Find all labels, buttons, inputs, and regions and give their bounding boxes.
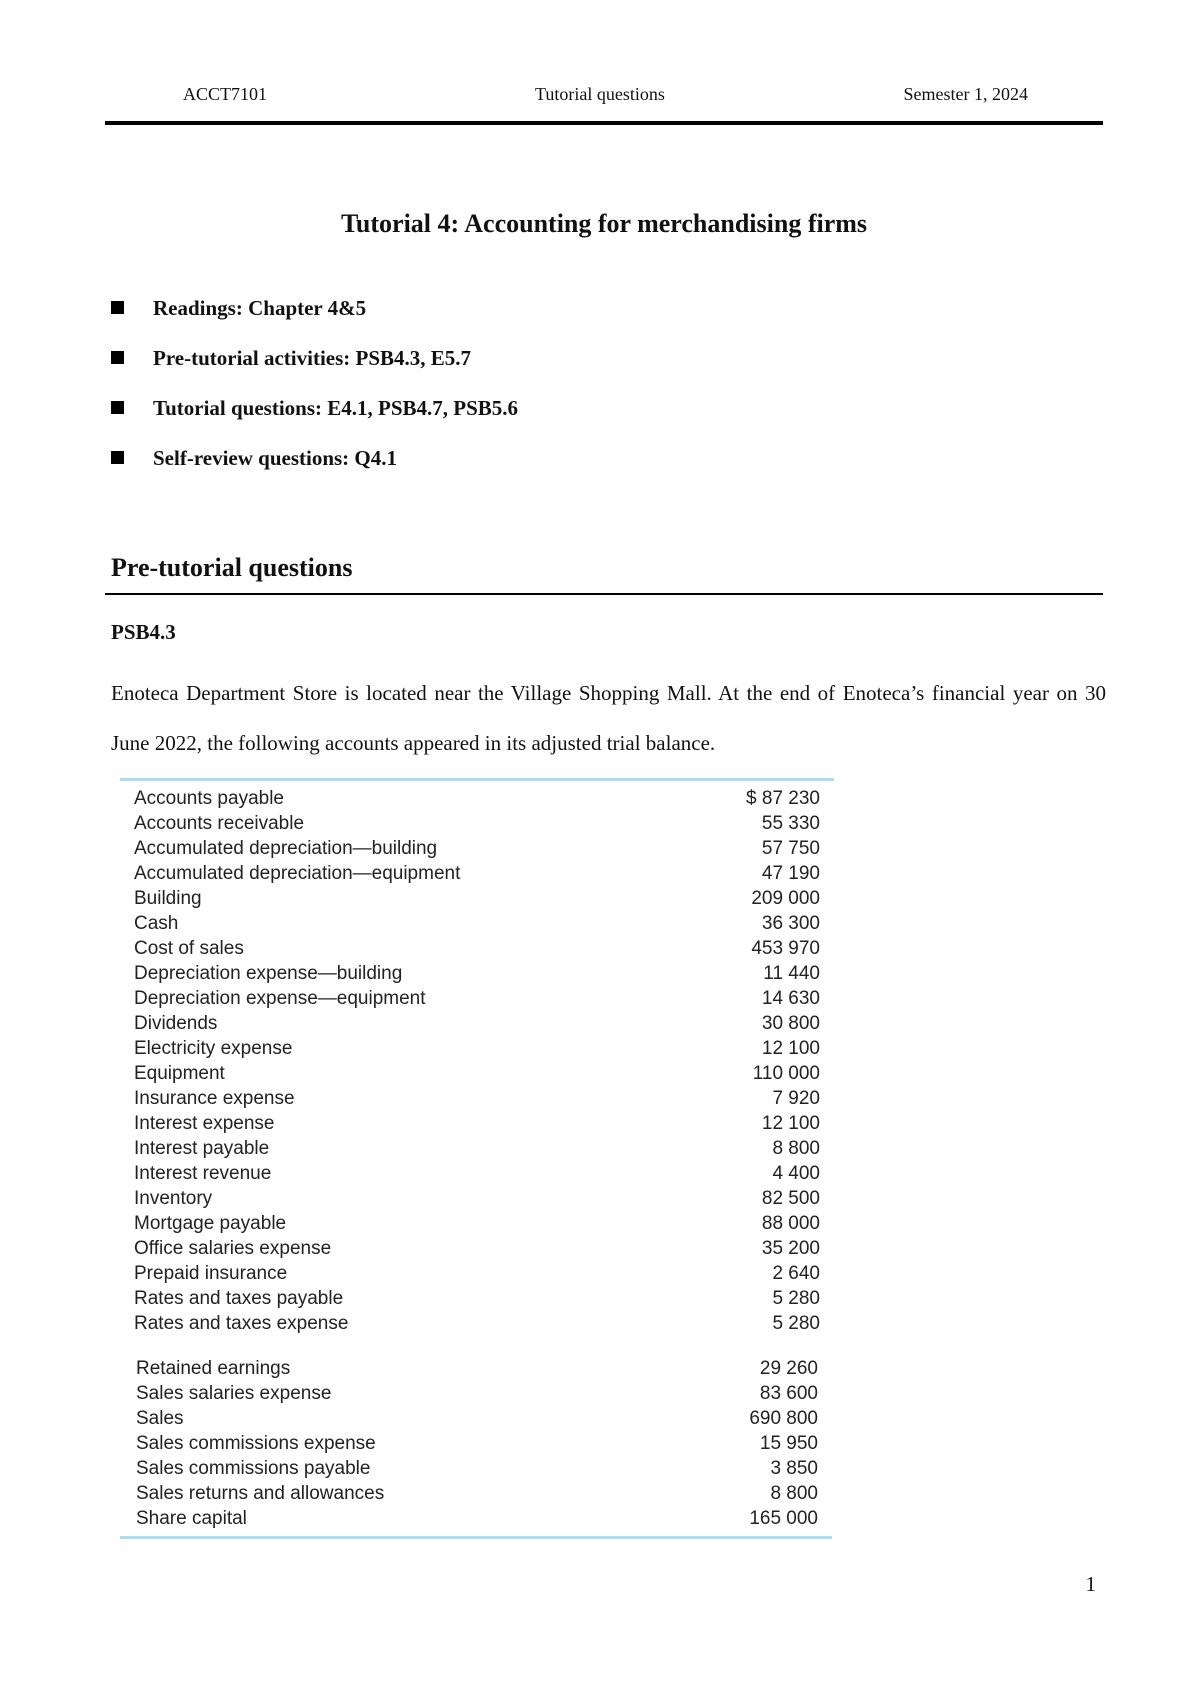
account-amount: 12 100 [761,1113,820,1134]
table-row [134,936,820,961]
account-name: Cash [134,913,179,934]
square-bullet-icon [111,351,124,364]
account-amount: 7 920 [772,1088,820,1109]
account-name: Electricity expense [134,1038,293,1059]
account-name: Dividends [134,1013,218,1034]
account-name: Prepaid insurance [134,1263,288,1284]
account-amount: 4 400 [772,1163,820,1184]
account-amount: 8 800 [770,1483,818,1504]
table-row [134,886,820,911]
table-row [134,961,820,986]
table-row [136,1381,818,1406]
table-row [134,1211,820,1236]
page-header [105,84,1103,108]
account-name: Depreciation expense—building [134,963,403,984]
account-amount: 88 000 [761,1213,820,1234]
table-row [134,1011,820,1036]
table-row [134,986,820,1011]
account-name: Office salaries expense [134,1238,332,1259]
account-amount: 5 280 [772,1313,820,1334]
account-name: Accounts payable [134,788,284,809]
account-name: Accounts receivable [134,813,305,834]
account-name: Share capital [136,1508,247,1529]
question-label: PSB4.3 [111,620,176,644]
account-name: Sales salaries expense [136,1383,332,1404]
account-name: Accumulated depreciation—equipment [134,863,461,884]
account-name: Equipment [134,1063,225,1084]
table-row [134,1061,820,1086]
account-amount: 209 000 [751,888,820,909]
account-name: Insurance expense [134,1088,295,1109]
table-row [134,1286,820,1311]
account-amount: 35 200 [761,1238,820,1259]
table-row [134,1036,820,1061]
table-row [134,1086,820,1111]
account-name: Sales [136,1408,184,1429]
account-name: Sales commissions expense [136,1433,376,1454]
account-name: Mortgage payable [134,1213,287,1234]
section-divider [105,593,1103,595]
page-number: 1 [1085,1572,1096,1596]
square-bullet-icon [111,401,124,414]
table-bottom-rule [120,1536,832,1539]
account-amount: 30 800 [761,1013,820,1034]
table-row [134,1311,820,1336]
account-amount: 8 800 [772,1138,820,1159]
section-heading: Pre-tutorial questions [111,553,353,582]
account-name: Interest revenue [134,1163,272,1184]
account-amount: 3 850 [770,1458,818,1479]
table-row [136,1356,818,1381]
table-row [134,786,820,811]
account-name: Sales commissions payable [136,1458,371,1479]
account-amount: 36 300 [761,913,820,934]
table-row [134,1261,820,1286]
account-name: Interest payable [134,1138,270,1159]
account-amount: 15 950 [759,1433,818,1454]
account-amount: 2 640 [772,1263,820,1284]
table-row [134,836,820,861]
trial-balance-table-continued [136,1356,818,1531]
table-row [134,1236,820,1261]
account-name: Rates and taxes payable [134,1288,344,1309]
account-name: Sales returns and allowances [136,1483,385,1504]
table-row [134,861,820,886]
table-row [136,1481,818,1506]
table-row [134,1136,820,1161]
account-name: Depreciation expense—equipment [134,988,426,1009]
trial-balance-table [134,786,820,1336]
header-doc-type: Tutorial questions [535,84,665,104]
table-top-rule [120,778,834,781]
account-name: Accumulated depreciation—building [134,838,438,859]
account-name: Retained earnings [136,1358,291,1379]
account-name: Building [134,888,202,909]
table-row [134,1161,820,1186]
table-row [136,1431,818,1456]
page-title: Tutorial 4: Accounting for merchandising firms [340,209,868,238]
account-amount: 47 190 [761,863,820,884]
table-row [134,911,820,936]
account-amount: 12 100 [761,1038,820,1059]
table-row [136,1406,818,1431]
header-divider [105,121,1103,125]
account-name: Cost of sales [134,938,244,959]
table-row [136,1506,818,1531]
account-name: Interest expense [134,1113,275,1134]
account-amount: 11 440 [763,963,820,984]
account-amount: 29 260 [759,1358,818,1379]
account-amount: 57 750 [761,838,820,859]
table-row [136,1456,818,1481]
account-amount: $ 87 230 [746,788,820,809]
question-text: Enoteca Department Store is located near the Village Shopping Mall. At the end of Enoteca’s financial year on 30 June 2022, the following accounts appeared in its adjusted trial balance. [111,681,1106,755]
account-amount: 83 600 [759,1383,818,1404]
header-course-code: ACCT7101 [183,84,268,104]
account-amount: 14 630 [761,988,820,1009]
account-amount: 165 000 [749,1508,818,1529]
account-amount: 690 800 [749,1408,818,1429]
square-bullet-icon [111,301,124,314]
account-amount: 110 000 [752,1063,820,1084]
account-amount: 5 280 [772,1288,820,1309]
table-row [134,811,820,836]
account-name: Inventory [134,1188,213,1209]
account-amount: 82 500 [761,1188,820,1209]
table-row [134,1186,820,1211]
table-row [134,1111,820,1136]
account-name: Rates and taxes expense [134,1313,349,1334]
square-bullet-icon [111,451,124,464]
account-amount: 55 330 [761,813,820,834]
account-amount: 453 970 [751,938,820,959]
header-semester: Semester 1, 2024 [903,84,1028,104]
